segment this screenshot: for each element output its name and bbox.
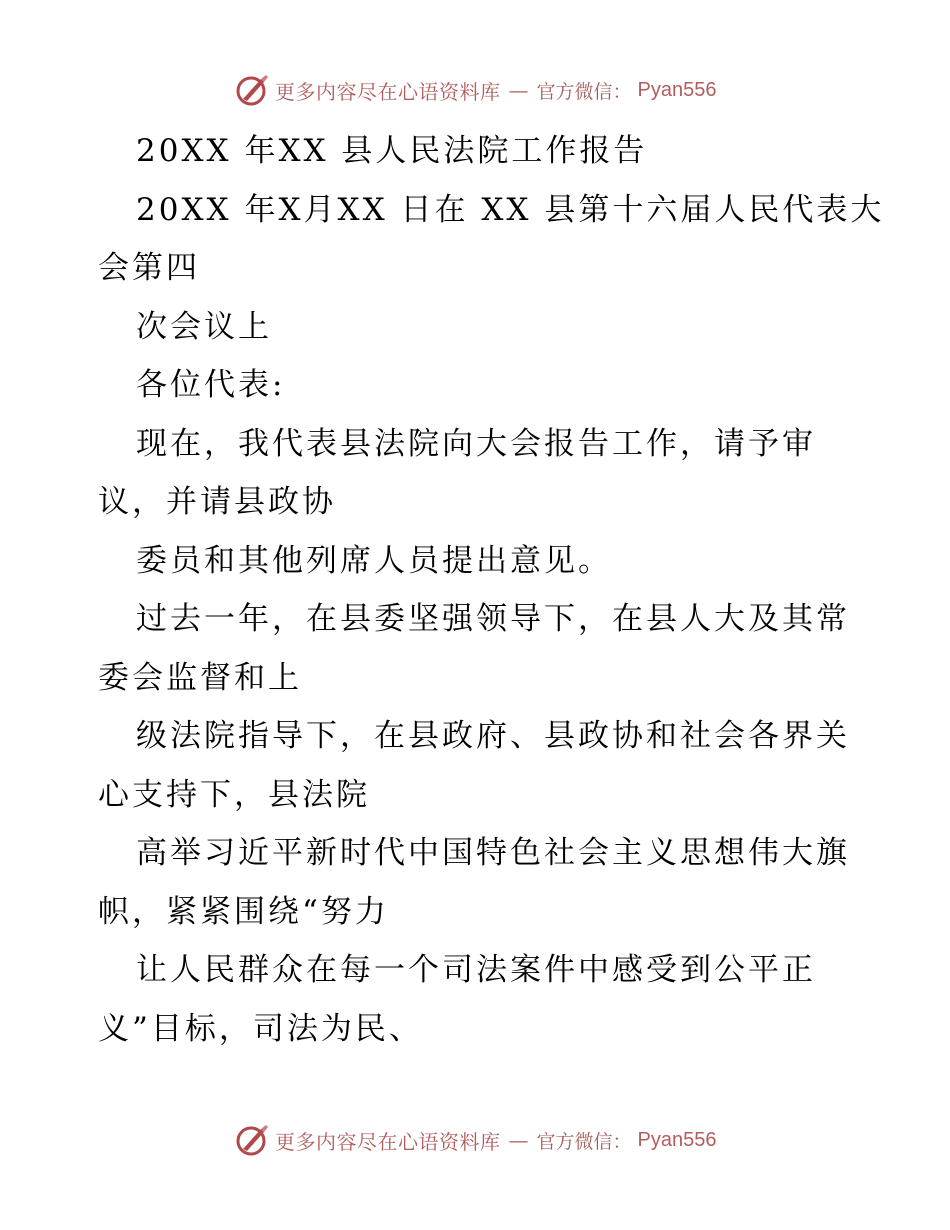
doc-line: 各位代表: bbox=[136, 367, 286, 403]
doc-line: 高举习近平新时代中国特色社会主义思想伟大旗 bbox=[136, 835, 850, 871]
document-body bbox=[98, 122, 885, 1058]
watermark-dash: — bbox=[508, 78, 529, 102]
doc-line: 委员和其他列席人员提出意见。 bbox=[136, 542, 612, 579]
doc-line: 心支持下，县法院 bbox=[98, 776, 370, 813]
doc-title-line: 20XX 年XX 县人民法院工作报告 bbox=[136, 133, 648, 169]
doc-line: 级法院指导下，在县政府、县政协和社会各界关 bbox=[136, 718, 850, 754]
watermark-contact-id: Pyan556 bbox=[637, 78, 717, 101]
header-watermark bbox=[235, 70, 716, 110]
doc-line: 委会监督和上 bbox=[98, 659, 302, 696]
doc-line: 议，并请县政协 bbox=[98, 484, 336, 520]
doc-line: 会第四 bbox=[98, 250, 200, 286]
doc-line: 现在，我代表县法院向大会报告工作，请予审 bbox=[136, 425, 816, 462]
watermark-contact-label: 官方微信： bbox=[536, 1130, 632, 1153]
quill-pen-circle-icon bbox=[235, 1123, 269, 1157]
watermark-text: 更多内容尽在心语资料库 bbox=[275, 79, 501, 104]
doc-line: 帜，紧紧围绕“努力 bbox=[98, 893, 389, 930]
doc-line: 次会议上 bbox=[136, 308, 272, 345]
doc-line: 过去一年，在县委坚强领导下，在县人大及其常 bbox=[136, 601, 850, 637]
watermark-text: 更多内容尽在心语资料库 bbox=[275, 1129, 501, 1154]
footer-watermark bbox=[235, 1120, 716, 1160]
watermark-contact-id: Pyan556 bbox=[637, 1128, 717, 1151]
doc-line: 20XX 年X月XX 日在 XX 县第十六届人民代表大 bbox=[136, 191, 885, 228]
watermark-dash: — bbox=[508, 1128, 529, 1152]
doc-line: 让人民群众在每一个司法案件中感受到公平正 bbox=[136, 952, 816, 988]
quill-pen-circle-icon bbox=[235, 73, 269, 107]
doc-line: 义”目标，司法为民、 bbox=[98, 1010, 423, 1047]
watermark-contact-label: 官方微信： bbox=[536, 80, 632, 103]
